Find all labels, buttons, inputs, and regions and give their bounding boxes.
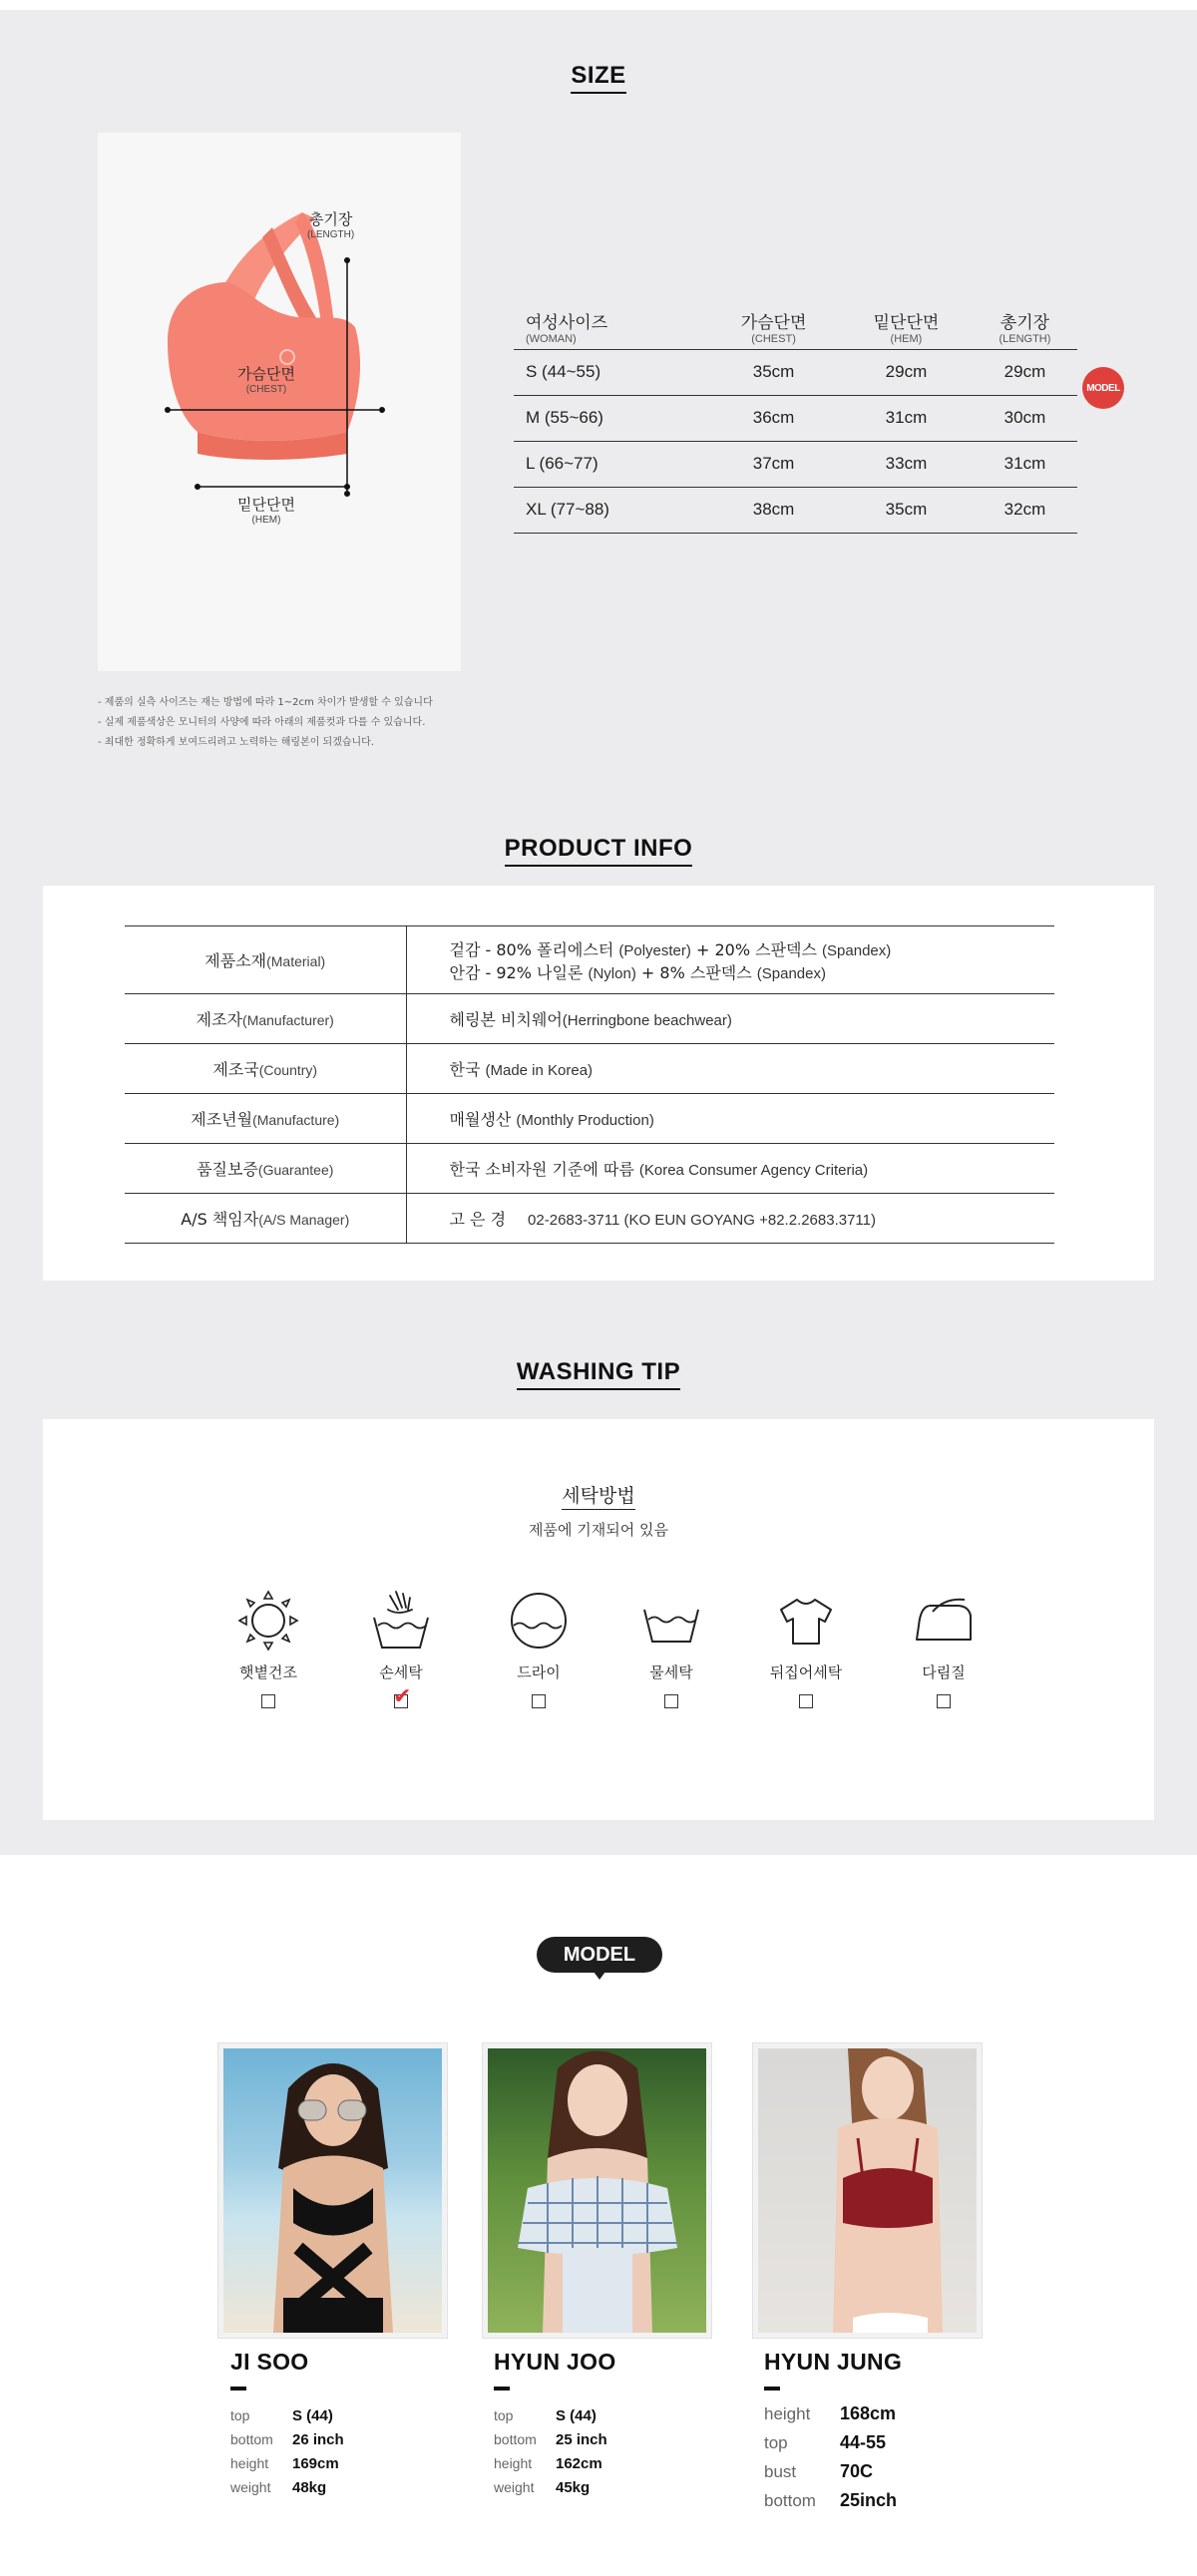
model-title: MODEL [537, 1937, 662, 1973]
sports-bra-illustration [98, 133, 461, 671]
product-info-title: PRODUCT INFO [0, 835, 1197, 863]
sun-dry-checkbox [261, 1694, 275, 1708]
wash-label: 물세탁 [649, 1663, 693, 1681]
dry-clean-checkbox [532, 1694, 546, 1708]
table-row: M (55~66) 36cm 31cm 30cm [514, 395, 1077, 441]
wash-item-dry-clean [484, 1586, 594, 1708]
length-label: 총기장 (LENGTH) [307, 210, 355, 240]
size-table [514, 314, 1077, 534]
model-photo-hyun-joo [483, 2043, 711, 2338]
name-underline [494, 2387, 510, 2391]
model-name: HYUN JUNG [764, 2349, 903, 2375]
table-row: S (44~55) 35cm 29cm 29cm [514, 349, 1077, 395]
info-row-country: 제조국(Country) 한국 (Made in Korea) [125, 1044, 1054, 1094]
info-row-as-manager: A/S 책임자(A/S Manager) 고 은 경 02-2683-3711 (KO EUN GOYANG +82.2.2683.3711) [125, 1194, 1054, 1244]
model-figure [488, 2048, 706, 2333]
wash-item-water-wash [616, 1586, 726, 1708]
model-stats: top S (44) bottom 25 inch height 162cm weight 45kg [494, 2406, 607, 2496]
wash-item-iron [889, 1586, 998, 1708]
model-size-badge: MODEL [1082, 367, 1124, 409]
product-info-table [125, 925, 1054, 1244]
model-photo-ji-soo [218, 2043, 447, 2338]
washing-heading: 세탁방법 [0, 1481, 1197, 1508]
hem-label: 밑단단면 (HEM) [237, 496, 295, 526]
inside-out-wash-icon [771, 1586, 841, 1656]
size-notes: - 제품의 실측 사이즈는 재는 방법에 따라 1~2cm 차이가 발생할 수 있습니다 - 실제 제품색상은 모니터의 사양에 따라 아래의 제품컷과 다를 수 있습니다. - 최대한 정확하게 보여드리려고 노력하는 해링본이 되겠습니다. [98, 697, 433, 748]
name-underline [230, 2387, 246, 2391]
hand-wash-icon [366, 1586, 436, 1656]
name-underline [764, 2387, 780, 2391]
model-figure [223, 2048, 442, 2333]
water-wash-icon [636, 1586, 706, 1656]
sun-dry-icon [233, 1586, 303, 1656]
chest-label: 가슴단면 (CHEST) [237, 365, 295, 395]
info-row-material: 제품소재(Material) 겉감 - 80% 폴리에스터 (Polyester) + 20% 스판덱스 (Spandex) 안감 - 92% 나일론 (Nylon) + 8% 스판덱스 (Spandex) [125, 926, 1054, 994]
hand-wash-checkbox [393, 1683, 412, 1708]
table-row: XL (77~88) 38cm 35cm 32cm [514, 487, 1077, 533]
water-wash-checkbox [664, 1694, 678, 1708]
model-name: JI SOO [230, 2349, 309, 2375]
wash-label: 햇볕건조 [239, 1663, 297, 1681]
info-row-manufacture-date: 제조년월(Manufacture) 매월생산 (Monthly Production) [125, 1094, 1054, 1144]
model-photo-hyun-jung [753, 2043, 982, 2338]
iron-checkbox [937, 1694, 951, 1708]
table-row: L (66~77) 37cm 33cm 31cm [514, 441, 1077, 487]
wash-item-sun-dry [213, 1586, 323, 1708]
model-stats: top S (44) bottom 26 inch height 169cm weight 48kg [230, 2406, 344, 2496]
iron-icon [909, 1586, 979, 1656]
model-figure [758, 2048, 977, 2333]
model-stats: height 168cm top 44-55 bust 70C bottom 25inch [764, 2403, 898, 2510]
dry-clean-icon [504, 1586, 574, 1656]
info-row-manufacturer: 제조자(Manufacturer) 헤링본 비치웨어(Herringbone beachwear) [125, 994, 1054, 1044]
washing-title: WASHING TIP [0, 1358, 1197, 1386]
wash-item-inside-out-wash [751, 1586, 861, 1708]
model-name: HYUN JOO [494, 2349, 616, 2375]
check-mark-icon: ✔ [393, 1683, 412, 1708]
wash-label: 뒤집어세탁 [769, 1663, 843, 1681]
inside-out-wash-checkbox [799, 1694, 813, 1708]
wash-item-hand-wash [346, 1586, 456, 1708]
wash-label: 드라이 [517, 1663, 561, 1681]
info-row-guarantee: 품질보증(Guarantee) 한국 소비자원 기준에 따름 (Korea Consumer Agency Criteria) [125, 1144, 1054, 1194]
wash-label: 손세탁 [379, 1663, 423, 1681]
size-table-header: 여성사이즈 (WOMAN) 가슴단면 (CHEST) 밑단단면 (HEM) 총기장 (LENGTH) [514, 314, 1077, 349]
size-diagram [98, 133, 461, 671]
washing-subheading: 제품에 기재되어 있음 [529, 1521, 668, 1539]
wash-label: 다림질 [922, 1663, 966, 1681]
size-title: SIZE [0, 62, 1197, 90]
